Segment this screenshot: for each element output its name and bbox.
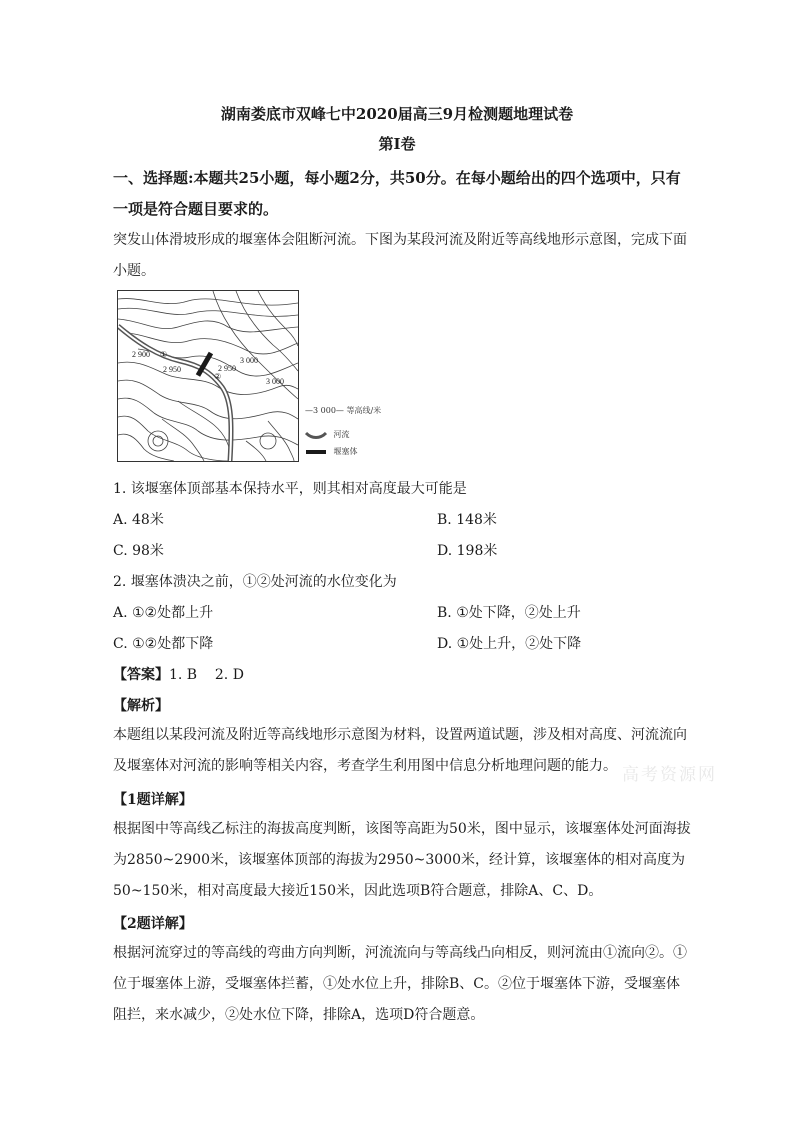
q2-option-a: A. ①②处都上升 <box>113 605 214 621</box>
answer-text: 1. B 2. D <box>169 667 244 683</box>
contour-lines <box>118 291 298 461</box>
legend-river-label: 河流 <box>333 430 350 439</box>
q1-option-d: D. 198米 <box>437 543 498 559</box>
q1-option-b: B. 148米 <box>437 512 497 528</box>
label-2900: 2 900 <box>132 350 150 359</box>
label-2950-left: 2 950 <box>163 365 181 374</box>
label-3000-top: 3 000 <box>240 356 258 365</box>
question-2-stem: 2. 堰塞体溃决之前，①②处河流的水位变化为 <box>113 574 397 590</box>
watermark-text: 高考资源网 <box>622 765 717 785</box>
q2-option-c: C. ①②处都下降 <box>113 636 214 652</box>
detail-1-label: 【1题详解】 <box>113 792 193 808</box>
question-1-stem: 1. 该堰塞体顶部基本保持水平，则其相对高度最大可能是 <box>113 481 467 497</box>
answer-line <box>113 664 244 684</box>
section-heading: 一、选择题:本题共25小题，每小题2分，共50分。在每小题给出的四个选项中，只有一项是符合题目要求的。 <box>113 169 681 218</box>
label-3000-right: 3 000 <box>266 377 284 386</box>
detail-1-text: 根据图中等高线乙标注的海拔高度判断，该图等高距为50米，图中显示，该堰塞体处河面海拔为2850~2900米，该堰塞体顶部的海拔为2950~3000米，经计算，该堰塞体的相对高度为50~150米，相对高度最大接近150米，因此选项B符合题意，排除A、C、D。 <box>113 821 691 899</box>
label-2950-right: 2 950 <box>218 364 236 373</box>
intro-paragraph: 突发山体滑坡形成的堰塞体会阻断河流。下图为某段河流及附近等高线地形示意图，完成下面小题。 <box>113 232 687 279</box>
volume-label: 第Ⅰ卷 <box>378 135 416 153</box>
legend-contour: —3 000— 等高线/米 <box>305 406 382 415</box>
legend-river-icon <box>305 430 327 440</box>
q1-option-c: C. 98米 <box>113 543 164 559</box>
legend-dam-icon <box>305 447 327 457</box>
legend-dam-label: 堰塞体 <box>333 447 358 456</box>
q2-option-b: B. ①处下降，②处上升 <box>437 605 581 621</box>
analysis-label: 【解析】 <box>113 698 169 714</box>
contour-map-drawing <box>118 291 298 461</box>
contour-map <box>117 290 299 462</box>
analysis-text: 本题组以某段河流及附近等高线地形示意图为材料，设置两道试题，涉及相对高度、河流流向及堰塞体对河流的影响等相关内容，考查学生利用图中信息分析地理问题的能力。 <box>113 727 687 774</box>
label-point-2: ② <box>214 372 222 381</box>
legend-river-row <box>305 429 350 440</box>
q1-option-a: A. 48米 <box>113 512 164 528</box>
answer-label: 【答案】 <box>113 667 169 683</box>
legend-dam-row <box>305 446 358 457</box>
page-title: 湖南娄底市双峰七中2020届高三9月检测题地理试卷 <box>220 105 574 123</box>
detail-2-label: 【2题详解】 <box>113 916 193 932</box>
detail-2-text: 根据河流穿过的等高线的弯曲方向判断，河流流向与等高线凸向相反，则河流由①流向②。①位于堰塞体上游，受堰塞体拦蓄，①处水位上升，排除B、C。②位于堰塞体下游，受堰塞体阻拦，来水减少，②处水位下降，排除A，选项D符合题意。 <box>113 945 687 1023</box>
river-line <box>118 326 231 461</box>
q2-option-d: D. ①处上升，②处下降 <box>437 636 582 652</box>
label-point-1: ① <box>160 350 168 359</box>
